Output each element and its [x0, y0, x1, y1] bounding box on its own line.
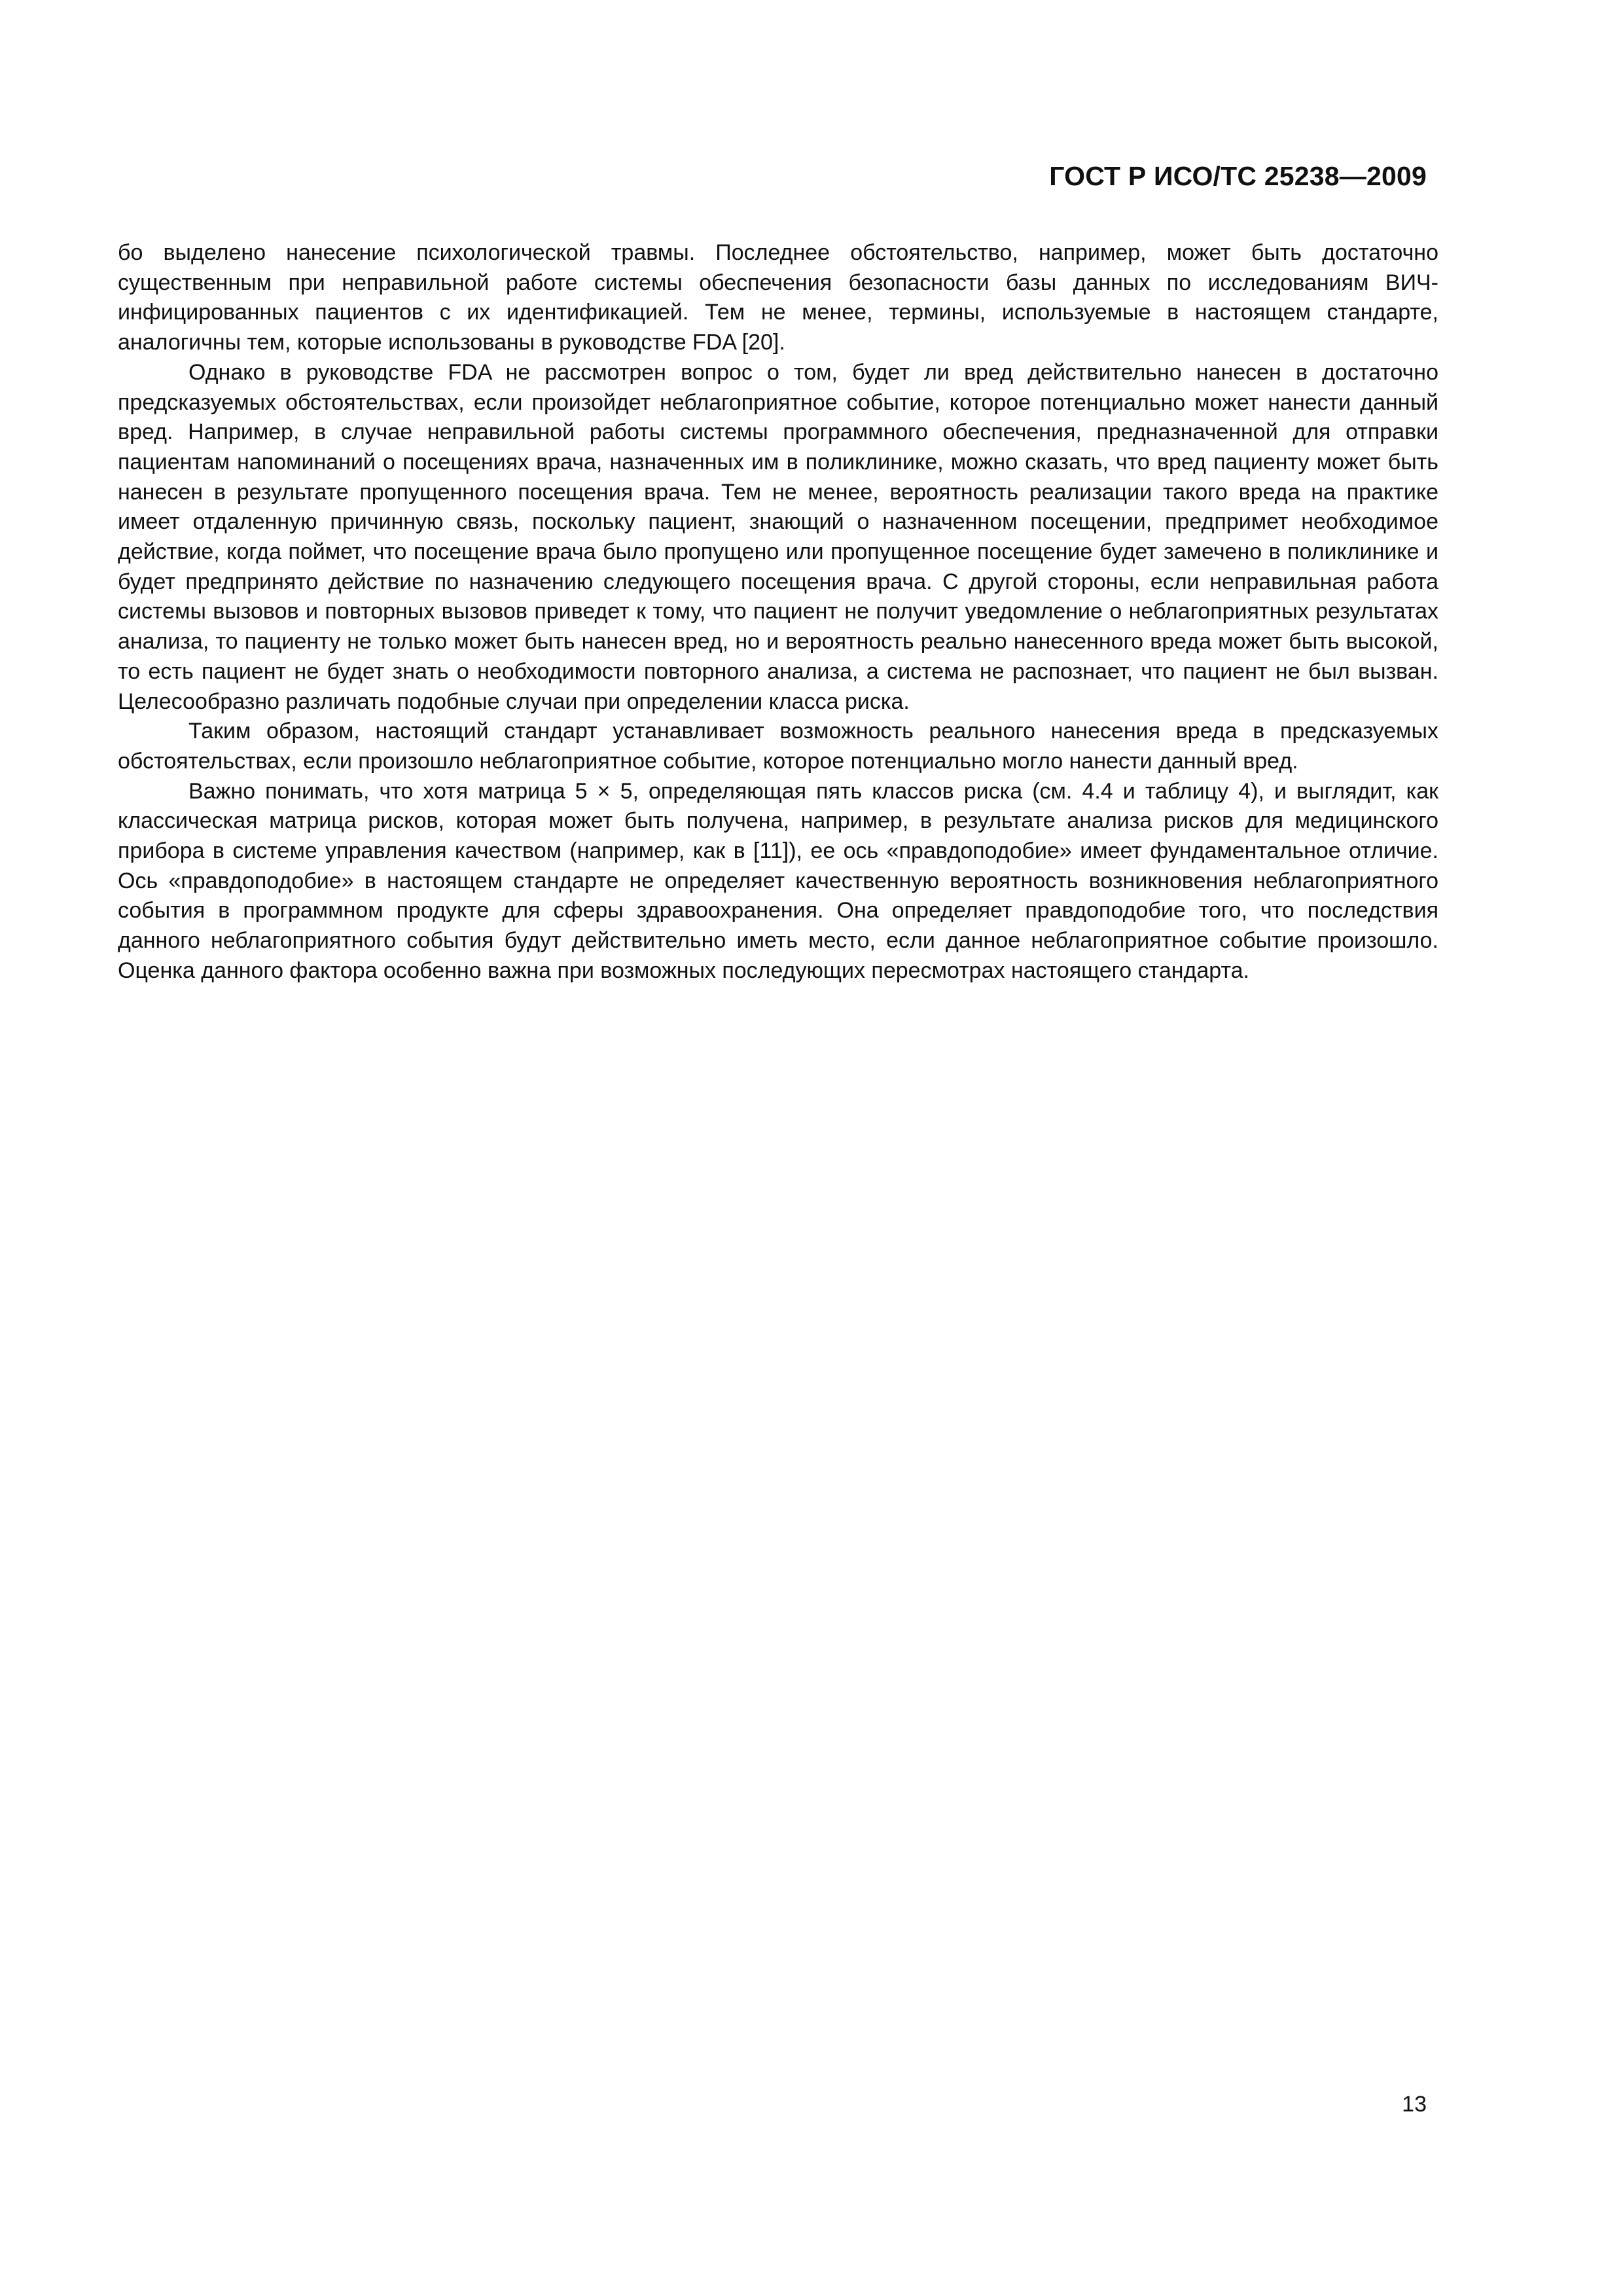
body-text	[118, 238, 1438, 986]
paragraph-standard-scope: Таким образом, настоящий стандарт устанавливает возможность реального нанесения вреда в предсказуемых обстоятельствах, если произошло неблагоприятное событие, которое потенциально могло нанести данный вред.	[118, 719, 1438, 774]
page-number: 13	[1402, 2092, 1427, 2117]
document-designation: ГОСТ Р ИСО/ТС 25238—2009	[1049, 161, 1427, 191]
paragraph-fda-guidance: Однако в руководстве FDA не рассмотрен вопрос о том, будет ли вред действительно нанесен в достаточно предсказуемых обстоятельствах, если произойдет неблагоприятное событие, которое потенциально может нанести данный вред. Например, в случае неправильной работы системы программного обеспечения, предназначенной для отправки пациентам напоминаний о посещениях врача, назначенных им в поликлинике, можно сказать, что вред пациенту может быть нанесен в результате пропущенного посещения врача. Тем не менее, вероятность реализации такого вреда на практике имеет отдаленную причинную связь, поскольку пациент, знающий о назначенном посещении, предпримет необходимое действие, когда поймет, что посещение врача было пропущено или пропущенное посещение будет замечено в поликлинике и будет предпринято действие по назначению следующего посещения врача. С другой стороны, если неправильная работа системы вызовов и повторных вызовов приведет к тому, что пациент не получит уведомление о неблагоприятных результатах анализа, то пациенту не только может быть нанесен вред, но и вероятность реально нанесенного вреда может быть высокой, то есть пациент не будет знать о необходимости повторного анализа, а система не распознает, что пациент не был вызван. Целесообразно различать подобные случаи при определении класса риска.	[118, 359, 1438, 714]
paragraph-risk-matrix: Важно понимать, что хотя матрица 5 × 5, определяющая пять классов риска (см. 4.4 и таблицу 4), и выглядит, как классическая матрица рисков, которая может быть получена, например, в результате анализа рисков для медицинского прибора в системе управления качеством (например, как в [11]), ее ось «правдоподобие» имеет фундаментальное отличие. Ось «правдоподобие» в настоящем стандарте не определяет качественную вероятность возникновения неблагоприятного события в программном продукте для сферы здравоохранения. Она определяет правдоподобие того, что последствия данного неблагоприятного события будут действительно иметь место, если данное неблагоприятное событие произошло. Оценка данного фактора особенно важна при возможных последующих пересмотрах настоящего стандарта.	[118, 778, 1438, 983]
paragraph-continuation: бо выделено нанесение психологической травмы. Последнее обстоятельство, например, может быть достаточно существенным при неправильной работе системы обеспечения безопасности базы данных по исследованиям ВИЧ-инфицированных пациентов с их идентификацией. Тем не менее, термины, используемые в настоящем стандарте, аналогичны тем, которые использованы в руководстве FDA [20].	[118, 240, 1438, 355]
